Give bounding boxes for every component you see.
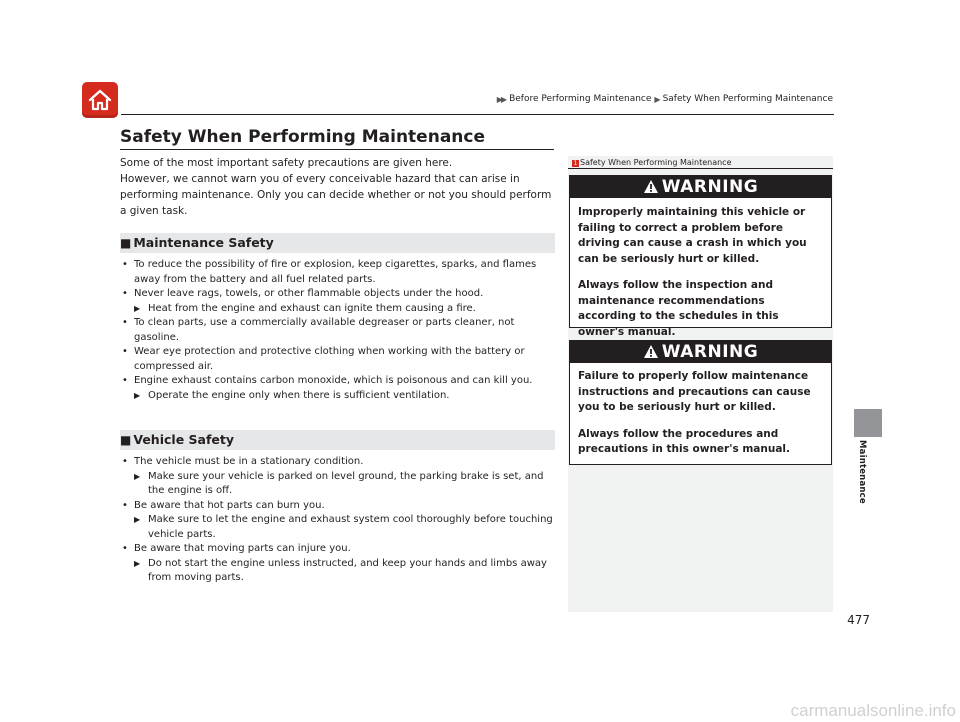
sub-note-text: Make sure to let the engine and exhaust system cool thoroughly before touching vehicle parts.	[148, 514, 553, 540]
arrow-right-icon: ▶	[134, 390, 141, 400]
sub-note	[134, 513, 556, 542]
warning-heading: WARNING	[661, 177, 759, 197]
intro-line: a given task.	[120, 205, 188, 217]
bullet-text: Be aware that hot parts can burn you.	[134, 499, 325, 511]
section-title: Maintenance Safety	[133, 235, 274, 250]
bullet-dot-icon: •	[122, 317, 128, 328]
header-divider	[121, 114, 834, 115]
bullet-text: Never leave rags, towels, or other flammable objects under the hood.	[134, 288, 484, 299]
arrow-right-icon: ▶	[134, 515, 141, 524]
arrow-right-icon: ▶	[134, 558, 141, 568]
side-note-label	[572, 158, 731, 167]
chapter-tab-label: Maintenance	[857, 440, 867, 504]
warning-triangle-icon	[643, 179, 659, 194]
breadcrumb-item-current: Safety When Performing Maintenance	[662, 94, 833, 104]
warning-header	[570, 176, 831, 198]
warning-box	[569, 340, 832, 465]
watermark: carmanualsonline.info	[790, 701, 956, 720]
sub-note	[134, 557, 556, 586]
list-item	[120, 455, 556, 499]
list-item	[120, 316, 556, 345]
section-heading-maintenance-safety	[120, 233, 555, 253]
title-divider	[120, 149, 554, 150]
square-bullet-icon: ■	[120, 236, 132, 250]
bullet-dot-icon: •	[122, 346, 128, 357]
sub-note-text: Heat from the engine and exhaust can ignite them causing a fire.	[148, 302, 476, 314]
sub-note	[134, 470, 556, 499]
breadcrumb	[496, 94, 833, 104]
warning-heading: WARNING	[661, 342, 759, 362]
warning-text: Always follow the inspection and maintenance recommendations according to the schedules in this owner's manual.	[578, 279, 779, 338]
reference-marker-icon: 1	[573, 160, 578, 167]
breadcrumb-arrow-icon: ▶	[654, 94, 659, 104]
arrow-right-icon: ▶	[134, 471, 141, 481]
warning-box	[569, 175, 832, 338]
bullet-dot-icon: •	[122, 259, 128, 270]
warning-header	[570, 341, 831, 363]
bullet-dot-icon: •	[122, 375, 128, 386]
home-icon	[87, 88, 113, 112]
warning-text: Improperly maintaining this vehicle or failing to correct a problem before driving can cause a crash in which you can be seriously hurt or killed.	[578, 206, 807, 265]
bullet-dot-icon: •	[122, 499, 128, 511]
warning-text: Always follow the procedures and precautions in this owner's manual.	[578, 427, 790, 455]
sub-note	[134, 389, 556, 404]
page-title: Safety When Performing Maintenance	[120, 127, 485, 147]
list-item	[120, 258, 556, 287]
sub-note	[134, 302, 556, 317]
bullet-text: To clean parts, use a commercially available degreaser or parts cleaner, not gasoline.	[134, 317, 515, 343]
list-item	[120, 374, 556, 403]
list-item	[120, 287, 556, 316]
side-note-title: Safety When Performing Maintenance	[580, 158, 732, 167]
side-note-divider	[568, 168, 833, 169]
warning-triangle-icon	[643, 344, 659, 359]
section-title: Vehicle Safety	[133, 432, 234, 447]
chapter-tab[interactable]	[854, 409, 882, 437]
list-item	[120, 542, 556, 586]
breadcrumb-item-parent[interactable]: Before Performing Maintenance	[509, 94, 652, 104]
square-bullet-icon: ■	[120, 433, 132, 447]
intro-line: However, we cannot warn you of every conceivable hazard that can arise in	[120, 173, 520, 185]
list-item	[120, 345, 556, 374]
bullet-text: The vehicle must be in a stationary condition.	[134, 456, 364, 467]
intro-paragraph	[120, 155, 556, 219]
section-heading-vehicle-safety	[120, 430, 555, 450]
sub-note-text: Operate the engine only when there is sufficient ventilation.	[148, 389, 450, 401]
sub-note-text: Make sure your vehicle is parked on level ground, the parking brake is set, and the engine is off.	[148, 470, 544, 496]
vehicle-safety-list	[120, 455, 556, 586]
breadcrumb-arrow-icon: ▶▶	[496, 94, 506, 104]
arrow-right-icon: ▶	[134, 303, 141, 313]
bullet-text: Wear eye protection and protective clothing when working with the battery or compressed air.	[134, 346, 525, 372]
sub-note-text: Do not start the engine unless instructed, and keep your hands and limbs away from moving parts.	[148, 557, 547, 583]
bullet-text: Be aware that moving parts can injure you.	[134, 543, 351, 554]
bullet-dot-icon: •	[122, 288, 128, 299]
home-button[interactable]	[82, 82, 118, 118]
warning-text: Failure to properly follow maintenance instructions and precautions can cause you to be seriously hurt or killed.	[578, 370, 811, 413]
bullet-dot-icon: •	[122, 543, 128, 554]
bullet-dot-icon: •	[122, 456, 128, 467]
list-item	[120, 499, 556, 543]
bullet-text: Engine exhaust contains carbon monoxide, which is poisonous and can kill you.	[134, 375, 533, 386]
intro-line: performing maintenance. Only you can decide whether or not you should perform	[120, 189, 552, 201]
page-number: 477	[847, 613, 870, 627]
maintenance-safety-list	[120, 258, 556, 403]
intro-line: Some of the most important safety precautions are given here.	[120, 157, 453, 169]
bullet-text: To reduce the possibility of fire or explosion, keep cigarettes, sparks, and flames away from the battery and all fuel related parts.	[134, 259, 537, 285]
